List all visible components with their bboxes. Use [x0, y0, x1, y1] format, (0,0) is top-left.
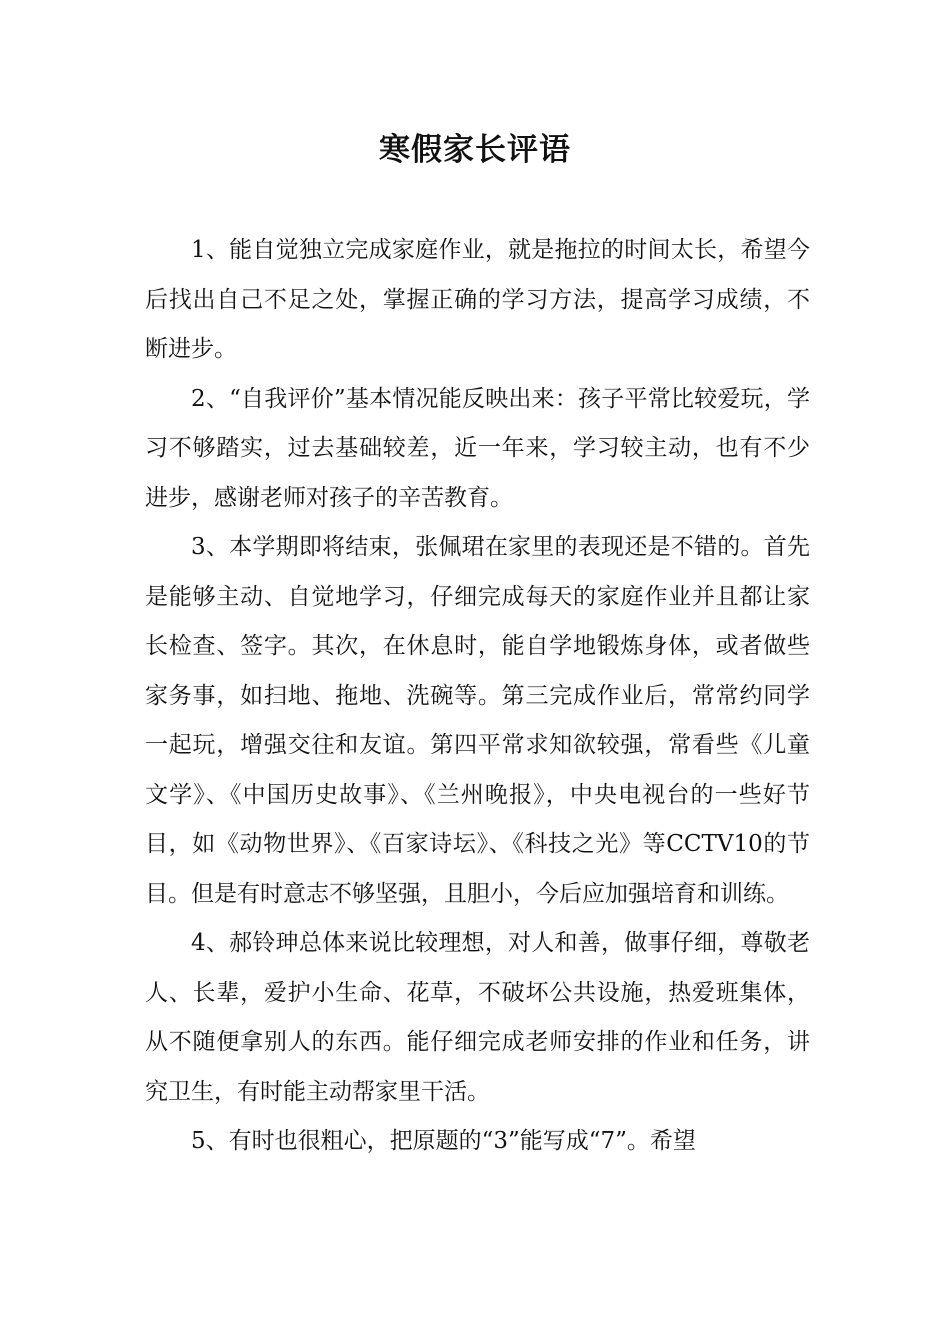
paragraph-2: 2、“自我评价”基本情况能反映出来：孩子平常比较爱玩，学习不够踏实，过去基础较差，近一年来，学习较主动，也有不少进步，感谢老师对孩子的辛苦教育。 [145, 385, 810, 511]
paragraph-1: 1、能自觉独立完成家庭作业，就是拖拉的时间太长，希望今后找出自己不足之处，掌握正确的学习方法，提高学习成绩，不断进步。 [145, 237, 810, 362]
document-title: 寒假家长评语 [379, 132, 571, 168]
paragraph-4: 4、郝铃珅总体来说比较理想，对人和善，做事仔细，尊敬老人、长辈，爱护小生命、花草，不破坏公共设施，热爱班集体，从不随便拿别人的东西。能仔细完成老师安排的作业和任务，讲究卫生，有时能主动帮家里干活。 [145, 930, 810, 1105]
paragraph-3: 3、本学期即将结束，张佩珺在家里的表现还是不错的。首先是能够主动、自觉地学习，仔细完成每天的家庭作业并且都让家长检查、签字。其次，在休息时，能自学地锻炼身体，或者做些家务事，如扫地、拖地、洗碗等。第三完成作业后，常常约同学一起玩，增强交往和友谊。第四平常求知欲较强，常看些《儿童文学》、《中国历史故事》、《兰州晚报》，中央电视台的一些好节目，如《动物世界》、《百家诗坛》、《科技之光》等CCTV10的节目。但是有时意志不够坚强，且胆小，今后应加强培育和训练。 [145, 534, 810, 907]
paragraph-5: 5、有时也很粗心，把原题的“3”能写成“7”。希望 [191, 1128, 696, 1154]
document-body [145, 226, 810, 1167]
